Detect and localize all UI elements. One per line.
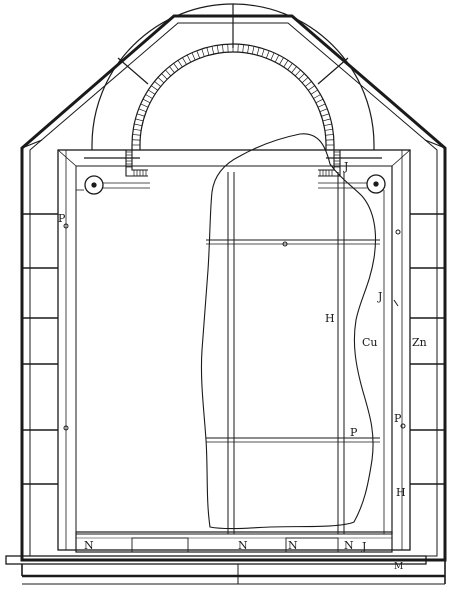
hatch-line (284, 60, 288, 67)
hatch-line (325, 129, 333, 130)
hatch-line (305, 81, 311, 86)
hatch-line (202, 49, 204, 57)
hatch-line (321, 114, 329, 116)
hatch-line (133, 134, 141, 135)
label-cu: Cu (362, 336, 378, 349)
hatch-line (271, 53, 274, 60)
interior-rods (206, 172, 383, 534)
hatch-line (183, 58, 187, 65)
label-h-right: H (396, 486, 406, 499)
hatch-line (158, 77, 164, 82)
label-j-bottom: J (362, 540, 367, 553)
hatch-line (252, 46, 254, 54)
springing-brackets (126, 150, 340, 176)
hatch-line (169, 67, 174, 73)
hatch-line (243, 45, 244, 53)
hatch-line (275, 55, 279, 62)
label-m: M (394, 562, 404, 572)
label-n-2: N (238, 539, 248, 552)
hatch-line (266, 51, 269, 58)
hatch-line (257, 47, 259, 55)
hatch-line (324, 124, 332, 126)
hatch-line (178, 60, 182, 67)
hatch-line (155, 81, 161, 86)
hatch-line (262, 49, 264, 57)
hatch-line (320, 109, 327, 112)
arch-band (84, 4, 382, 158)
pulleys (85, 175, 385, 194)
hatch-line (325, 134, 333, 135)
label-p-center: P (350, 426, 358, 439)
hatch-line (323, 119, 331, 121)
hatch-line (137, 114, 145, 116)
hatch-line (151, 86, 157, 91)
hatch-line (162, 74, 168, 80)
hatch-line (299, 74, 305, 80)
hatch-line (302, 77, 308, 82)
hatch-line (148, 90, 155, 94)
hatch-line (288, 63, 293, 69)
diagram-labels (58, 160, 427, 572)
label-n-3: N (288, 539, 298, 552)
hatch-line (318, 104, 325, 107)
hatch-line (311, 90, 318, 94)
hatch-line (292, 67, 297, 73)
label-zn: Zn (412, 336, 427, 349)
hatch-line (139, 109, 146, 112)
bracket-hatching (126, 152, 340, 176)
hatch-line (222, 45, 223, 53)
hatch-line (197, 51, 200, 58)
hatch-line (174, 63, 179, 69)
label-h-center: H (325, 312, 335, 325)
label-n-1: N (84, 539, 94, 552)
hatch-line (133, 129, 141, 130)
hatch-line (192, 53, 195, 60)
hatch-line (316, 99, 323, 103)
hatch-line (207, 47, 209, 55)
hatch-line (135, 119, 143, 121)
label-n-4: N (344, 539, 354, 552)
hatch-line (141, 104, 148, 107)
label-p-right: P (394, 412, 402, 425)
hatch-line (295, 70, 300, 76)
hatch-line (212, 46, 214, 54)
hatch-line (314, 95, 321, 99)
hatch-line (217, 45, 218, 53)
label-p-top-left: P (58, 212, 66, 225)
hatch-line (187, 55, 191, 62)
hatch-line (134, 124, 142, 126)
label-j-top: J (344, 160, 349, 173)
hatch-line (248, 45, 249, 53)
hatch-line (280, 58, 284, 65)
hatch-line (165, 70, 170, 76)
label-j-right: J (378, 290, 383, 303)
arch-hatching (132, 44, 334, 145)
hatch-line (143, 99, 150, 103)
hatch-line (146, 95, 153, 99)
hatch-line (308, 86, 314, 91)
